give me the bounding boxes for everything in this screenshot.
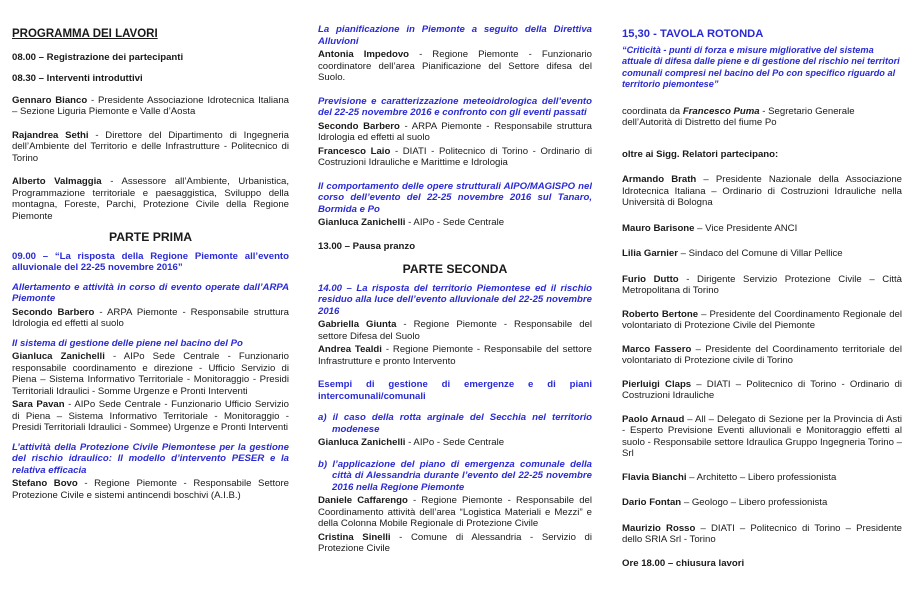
panelist-role: – All – Delegato di Sezione per la Provincia di Asti - Esperto Previsione Eventi alluvionali e Monitoraggio effetti al suolo - Responsabile settore Idraulica Gruppo Ingegneria Torino – Srl: [622, 413, 902, 460]
talk-title: Allertamento e attività in corso di evento operate dall’ARPA Piemonte: [12, 281, 289, 305]
speaker-role: - AIPo Sede Centrale - Funzionario responsabile coordinamento e direzione - Ufficio Servizio di Piena – Sistema Informativo Territoriale - Monitoraggio - Presidi Territoriali Idraulici - Somme Urgenze e Pronti Interventi: [12, 351, 289, 397]
panelist-role: – Presidente del Coordinamento Regionale del volontariato di Protezione Civile del Piemonte: [622, 308, 902, 332]
speaker-entry: [12, 399, 289, 434]
section-heading-part-one: PARTE PRIMA: [108, 230, 193, 245]
panelist-name: Pierluigi Claps: [622, 378, 692, 390]
speaker-role: - Comune di Alessandria - Servizio di Protezione Civile: [318, 531, 592, 555]
speaker-name: Gennaro Bianco: [12, 94, 88, 106]
registration-time: 08.00 – Registrazione dei partecipanti: [12, 51, 184, 63]
speaker-role: - ARPA Piemonte - Responsabile struttura Idrologia ed effetti al suolo: [318, 120, 592, 143]
speaker-name: Andrea Tealdi: [318, 344, 382, 356]
speaker-role: - Regione Piemonte - Responsabile del Coordinamento attività dell’area “Logistica Materiali e Mezzi” e della Colonna Mobile Regionale di Protezione Civile: [318, 495, 592, 530]
column-left: [12, 0, 289, 608]
panelist-entry: [622, 248, 902, 260]
panelist-entry: [622, 472, 902, 484]
panelist-role: – Presidente Nazionale della Associazione Idrotecnica Italiana – Ordinario di Costruzioni Idrauliche nella Università di Bologna: [622, 174, 902, 209]
speaker-name: Sara Pavan: [12, 399, 65, 411]
speaker-name: Cristina Sinelli: [318, 531, 391, 543]
speaker-role: - Regione Piemonte - Responsabile del settore Infrastrutture e pronto Intervento: [318, 344, 592, 367]
panelist-role: - Dirigente Servizio Protezione Civile – Città Metropolitana di Torino: [622, 273, 902, 297]
speaker-entry: [12, 95, 289, 118]
speaker-entry: [318, 319, 592, 342]
column-right: [622, 0, 902, 608]
speaker-role: - ARPA Piemonte - Responsabile struttura Idrologia ed effetti al suolo: [12, 306, 289, 330]
speaker-name: Daniele Caffarengo: [318, 495, 408, 507]
panelist-name: Paolo Arnaud: [622, 413, 685, 425]
panelist-name: Dario Fontan: [622, 497, 682, 509]
speaker-entry: [318, 532, 592, 555]
panelist-entry: [622, 174, 902, 209]
panel-intro: oltre ai Sigg. Relatori partecipano:: [622, 148, 779, 160]
lunch-break-time: 13.00 – Pausa pranzo: [318, 240, 416, 252]
speaker-entry: [12, 351, 289, 397]
panelist-entry: [622, 309, 902, 332]
panelist-role: – Presidente del Coordinamento territoriale del volontariato di Protezione civile di Torino: [622, 343, 902, 367]
section-heading-part-two: PARTE SECONDA: [402, 262, 508, 276]
speaker-entry: [12, 176, 289, 222]
panelist-role: – Sindaco del Comune di Villar Pellice: [677, 248, 843, 260]
speaker-entry: [318, 344, 592, 367]
speaker-entry: [318, 121, 592, 144]
speaker-name: Rajandrea Sethi: [12, 129, 89, 141]
round-table-theme: “Criticità - punti di forza e misure migliorative del sistema attuale di difesa dalle piene e di gestione del rischio nei territori comunali compresi nel bacino del Po con specifico riguardo al territorio piemontese”: [622, 45, 900, 89]
speaker-role: - Direttore del Dipartimento di Ingegneria dell’Ambiente del Territorio e delle Infrastrutture - Politecnico di Torino: [12, 129, 289, 164]
panelist-entry: [622, 223, 902, 235]
speaker-role: - AIPo - Sede Centrale: [405, 437, 505, 449]
speaker-name: Antonia Impedovo: [318, 49, 410, 60]
panelist-entry: [622, 379, 902, 402]
talk-title: Il comportamento delle opere strutturali AIPO/MAGISPO nel corso dell’evento del 22-25 novembre 2016 sul Tanaro, Bormida e Po: [318, 180, 592, 215]
speaker-name: Alberto Valmaggia: [12, 176, 102, 188]
speaker-name: Secondo Barbero: [12, 306, 95, 318]
moderator-role: - Segretario Generale dell’Autorità di Distretto del fiume Po: [622, 105, 855, 129]
panelist-role: – DIATI – Politecnico di Torino – Presidente dello SRIA Srl - Torino: [622, 522, 902, 546]
closing-time: Ore 18.00 – chiusura lavori: [622, 557, 745, 569]
introduction-time: 08.30 – Interventi introduttivi: [12, 73, 143, 85]
panelist-entry: [622, 523, 902, 546]
round-table-title: 15,30 - TAVOLA ROTONDA: [622, 28, 764, 40]
panelist-name: Furio Dutto: [622, 273, 679, 285]
speaker-entry: [318, 146, 592, 169]
panelist-entry: [622, 274, 902, 297]
speaker-entry: [12, 130, 289, 165]
speaker-role: - Regione Piemonte - Funzionario coordinatore dell’area Pianificazione del Settore difesa del Suolo.: [318, 49, 592, 83]
panelist-role: – DIATI – Politecnico di Torino - Ordinario di Costruzioni Idrauliche: [622, 378, 902, 402]
panelist-entry: [622, 344, 902, 367]
speaker-name: Gianluca Zanichelli: [12, 351, 105, 363]
speaker-name: Secondo Barbero: [318, 120, 400, 132]
panelist-role: – Architetto – Libero professionista: [686, 471, 837, 483]
case-title: a) il caso della rotta arginale del Secchia nel territorio modenese: [318, 412, 592, 435]
speaker-entry: [318, 217, 592, 229]
speaker-name: Stefano Bovo: [12, 478, 78, 490]
panelist-name: Mauro Barisone: [622, 222, 695, 234]
panelist-entry: [622, 414, 902, 460]
speaker-role: - Regione Piemonte - Responsabile Settore Protezione Civile e sistemi antincendi boschivi (A.I.B.): [12, 478, 289, 501]
speaker-entry: [12, 478, 289, 501]
session-title: 09.00 – “La risposta della Regione Piemonte all’evento alluvionale del 22-25 novembre 2016”: [12, 250, 289, 274]
speaker-role: - DIATI - Politecnico di Torino - Ordinario di Costruzioni Idrauliche e Marittime e Idrologia: [318, 145, 592, 168]
moderator-prefix: coordinata da: [622, 105, 683, 117]
panelist-role: – Geologo – Libero professionista: [681, 497, 828, 509]
talk-title: Il sistema di gestione delle piene nel bacino del Po: [12, 337, 243, 349]
speaker-role: - Presidente Associazione Idrotecnica Italiana – Sezione Liguria Piemonte e Valle d’Aosta: [12, 94, 289, 118]
panelist-role: – Vice Presidente ANCI: [694, 222, 798, 234]
session-title: 14.00 – La risposta del territorio Piemontese ed il rischio residuo alla luce dell’evento alluvionale del 22-25 novembre 2016: [318, 282, 592, 317]
moderator-line: [622, 106, 902, 129]
case-title: b) l’applicazione del piano di emergenza comunale della città di Alessandria durante l’evento del 22-25 novembre 2016 nella Regione Piemonte: [318, 458, 592, 493]
speaker-entry: [318, 49, 592, 84]
talk-title: La pianificazione in Piemonte a seguito della Direttiva Alluvioni: [318, 24, 592, 47]
speaker-role: - AIPo Sede Centrale - Funzionario Ufficio Servizio di Piena – Sistema Informativo Territoriale - Monitoraggio - Presidi Territoriali Idraulici - Sommee) Urgenze e Pronti Interventi: [12, 399, 289, 434]
panelist-name: Lilia Garnier: [622, 248, 678, 260]
speaker-entry: [318, 495, 592, 530]
talk-title: Previsione e caratterizzazione meteoidrologica dell’evento del 22-25 novembre 2016 e confronto con gli eventi passati: [318, 95, 592, 118]
panelist-entry: [622, 497, 902, 509]
speaker-role: - Assessore all’Ambiente, Urbanistica, Programmazione territoriale e paesaggistica, Sviluppo della montagna, Foreste, Parchi, Protezione Civile della Regione Piemonte: [12, 176, 289, 222]
speaker-role: - AIPo - Sede Centrale: [405, 217, 505, 228]
column-middle: [318, 0, 592, 608]
talk-title: L’attività della Protezione Civile Piemontese per la gestione del rischio idraulico: Il modello d’intervento PESER e la relativa efficacia: [12, 441, 289, 476]
speaker-role: - Regione Piemonte - Responsabile del settore Difesa del Suolo: [318, 319, 592, 342]
speaker-entry: [12, 307, 289, 330]
panelist-name: Maurizio Rosso: [622, 522, 696, 534]
speaker-name: Gianluca Zanichelli: [318, 437, 406, 449]
examples-heading: Esempi di gestione di emergenze e di piani intercomunali/comunali: [318, 379, 592, 402]
speaker-entry: [318, 437, 592, 449]
moderator-name: Francesco Puma: [682, 105, 760, 117]
panelist-name: Roberto Bertone: [622, 308, 699, 320]
panelist-name: Marco Fassero: [622, 343, 692, 355]
speaker-name: Francesco Laio: [318, 145, 391, 157]
speaker-name: Gabriella Giunta: [318, 319, 397, 331]
panelist-name: Armando Brath: [622, 174, 697, 186]
speaker-name: Gianluca Zanichelli: [318, 217, 406, 228]
program-title: PROGRAMMA DEI LAVORI: [12, 28, 158, 40]
panelist-name: Flavia Bianchi: [622, 471, 687, 483]
